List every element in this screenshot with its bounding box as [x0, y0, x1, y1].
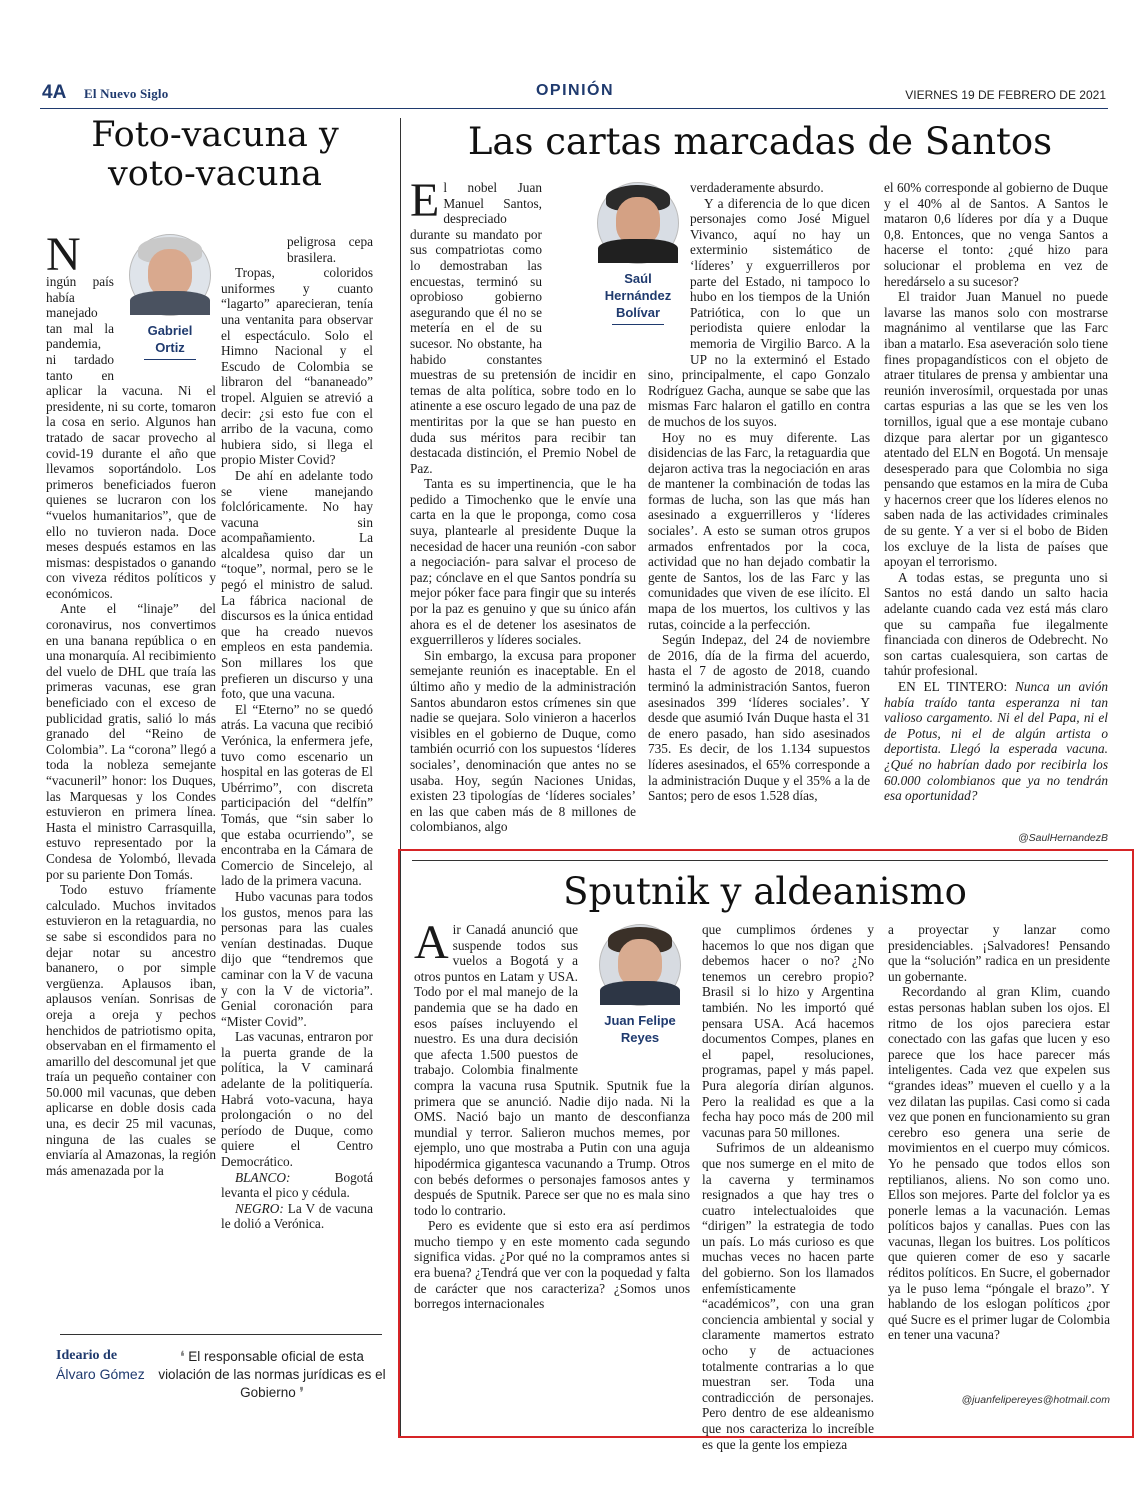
issue-date: VIERNES 19 DE FEBRERO DE 2021	[905, 88, 1106, 102]
author-last-name: Ortiz	[155, 340, 185, 355]
article2-column-3: el 60% corresponde al gobierno de Duque y el 40% al de Santos. A Santos le mataron 0,6 líderes por día y a Duque 0,8. Entonces, que no venga Santos a hacerse el tonto: ¿qué hizo para solucionar el problema en vez de heredárselo a su sucesor? El traidor Juan Manuel no puede lavarse las manos solo con mostrarse magnánimo al ventilarse que las Farc iban a matarlo. Esa aseveración solo tiene fines propagandísticos con el objeto de atraer titulares de prensa y ambientar una reunión inverosímil, orquestada por unas cartas espurias a las que se les ven los tornillos, igual que a ese montaje cubano dizque para alertar por un gigantesco atentado del ELN en Bogotá. Un mensaje desesperado para que Colombia no siga pensando que estamos en la mira de Cuba y hacernos creer que los líderes elenos no saben nada de las actividades criminales de su gente. Y a ver si el bobo de Biden los excluye de la lista de países que apoyan el terrorismo. A todas estas, se pregunta uno si Santos no está dando un salto hacia adelante cuando cada vez está más claro que su campaña fue ilegalmente financiada con dineros de Odebrecht. No son cartas cualesquiera, son cartas de tahúr profesional. EN EL TINTERO: Nunca un avión había traído tanta esperanza ni tan valioso cargamento. Ni el del Papa, ni el de Potus, ni el de algún artista o deportista. Llegó la esperada vacuna. ¿Qué no habrían dado por recibirla los 60.000 colombianos que ya no tendrán esa oportunidad?	[884, 180, 1109, 804]
article-title-cartas-marcadas: Las cartas marcadas de Santos	[467, 120, 1053, 163]
article-title-sputnik: Sputnik y aldeanismo	[563, 870, 967, 913]
article-title-foto-vacuna: Foto-vacuna y voto-vacuna	[91, 115, 339, 194]
author-email: @juanfelipereyes@hotmail.com	[961, 1394, 1110, 1406]
header-rule	[40, 108, 1108, 109]
blanco-label: BLANCO:	[235, 1169, 291, 1185]
negro-label: NEGRO:	[235, 1200, 284, 1216]
author-last-name: Bolívar	[615, 305, 661, 320]
article1-column-1: Gabriel Ortiz N ingún país había manejado tan mal la pandemia, ni tardado tanto en aplicar la vacuna. Ni el presidente, ni su corte, tomaron la cosa en serio. Algunos han tratado de sacar provecho al covid-19 durante el año que llevamos soportándolo. Los primeros beneficiados fueron quienes se lucraron con los “vuelos humanitarios”, que de ello no tuvieron nada. Doce meses después estamos en las mismas: despistados o ganando con viveza réditos políticos y económicos. Ante el “linaje” del coronavirus, nos convertimos en una banana república o en una monarquía. Al recibimiento del vuelo de DHL que traía las primeras vacunas, ese gran beneficiado con el exceso de publicidad gratis, salió lo más granado del “Reino de Colombia”. La “corona” llegó a toda la nobleza semejante “vacuneril” honor: los Duques, las Marquesas y los Condes estuvieron en primera línea. Hasta el ministro Carrasquilla, estuvo representado por la Condesa de Yolombó, llevada por su pariente Don Tomás. Todo estuvo fríamente calculado. Muchos invitados estuvieron en la retaguardia, no se sabe si escondidos para no dejar notar su ancestro bananero, o por simple vergüenza. Aplausos iban, aplausos venían. Sonrisas de oreja a oreja y pechos henchidos de patriotismo opita, observaban en el firmamento el amarillo del descomunal jet que traía un pequeño container con 50.000 mil vacunas, que deben aplicarse en doble dosis cada una, es decir 25 mil vacunas, ninguna de las cuales se enviaría al Amazonas, la región más amenazada por la	[46, 234, 216, 1329]
author-underline	[144, 359, 196, 360]
author-photo-gabriel-ortiz	[129, 234, 211, 316]
author-last-name: Reyes	[620, 1030, 660, 1045]
author-photo-box	[118, 234, 222, 372]
author-first-name: Gabriel	[147, 323, 193, 338]
author-handle: @SaulHernandezB	[1017, 832, 1108, 844]
ideario-name: Álvaro Gómez	[56, 1366, 145, 1382]
article3-column-1: Air Canadá anunció que suspende todos sus vuelos a Bogotá y a otros puntos en Latam y USA. Todo por el mal manejo de la pandemia que se ha dado en esos países incluyendo el nuestro. Es una dura decisión que afecta 1.500 puestos de trabajo. Colombia finalmente compra la vacuna rusa Sputnik. Sputnik fue la primera que se anunció. Nadie dijo nada. Ni la OMS. Nació bajo un manto de desconfianza mundial y terror. Salieron muchos memes, por ejemplo, uno que mostraba a Putin con una aguja hipodérmica gigantesca vacunando a Trump. Otros con bebés deformes o personajes famosos antes y después de Sputnik. Parece ser que no es mala sino todo lo contrario. Pero es evidente que si esto era así perdimos mucho tiempo y en este momento cada segundo significa vidas. ¿Por qué no la compramos antes si era buena? ¿Tendrá que ver con la poquedad y falta de carácter que nos caracteriza? ¿Somos unos borregos internacionales	[414, 922, 690, 1412]
open-quote-icon: ❛	[180, 1349, 189, 1364]
ideario-quote: ❛ El responsable oficial de esta violación de las normas jurídicas es el Gobierno ❜	[158, 1349, 386, 1400]
author-photo	[599, 924, 681, 1006]
ideario-title: Ideario de	[56, 1348, 118, 1363]
article2-column-1: El nobel Juan Manuel Santos, despreciado durante su mandato por sus compatriotas como lo demostraban las encuestas, terminó su oprobioso gobierno asegurando que él no se metería en el de su sucesor. No obstante, ha habido constantes muestras de su pretensión de incidir en temas de alta política, sobre todo en lo atinente a ese oscuro legado de una paz de mentiritas por la que se han puesto en duda sus méritos para recibir tan destacada distinción, el Premio Nobel de Paz. Tanta es su impertinencia, que le ha pedido a Timochenko que le envíe una carta en la que le proponga, como cosa suya, plantearle al presidente Duque la necesidad de hacer una reunión -con sabor a negociación- para salvar el proceso de paz; cónclave en el que Santos pondría su mejor póker face para fingir que su interés por la paz es genuino y que su único afán ahora es el de detener los asesinatos de exguerrilleros y líderes sociales. Sin embargo, la excusa para proponer semejante reunión es inaceptable. En el último año y medio de la administración Santos abundaron estos crímenes sin que nadie se quejara. Solo vinieron a hacerlos visibles en el gobierno de Duque, como también ocurrió con los supuestos ‘líderes sociales’, denominación que antes no se usaba. Hoy, según Naciones Unidas, existen 23 tipologías de ‘líderes sociales’ en las que caben más de 8 millones de colombianos, algo	[410, 180, 636, 840]
article3-top-rule	[412, 860, 1108, 861]
drop-cap: E	[410, 174, 440, 227]
tintero-label: EN EL TINTERO:	[898, 679, 1008, 694]
article3-column-3: a proyectar y lanzar como presidenciables. ¡Salvadores! Pensando que la “solución” radica en un presidente un gobernante. Recordando al gran Klim, cuando estas personas hablan suben los ojos. El ritmo de los ojos pareciera estar conectado con las gafas que lucen y eso parece que los hace parecer más inteligentes. Cada vez que expelen sus “grandes ideas” mueven el cuello y a la vez dilatan las pupilas. Casi como si cada vez que ponen en funcionamiento su gran cerebro eso genera una serie de movimientos en el cuerpo muy cómicos. Yo he pensado que todos ellos son reptilianos, aliens. No son como uno. Ellos son mejores. Parte del folclor ya es ponerle lemas a la vacunación. Lemas políticos bajos y canallas. Pues con las vacunas, llegan los buitres. Los políticos que quieren comer de eso y sacarle réditos políticos. En Sucre, el gobernador ya le puso lema “póngale el brazo”. Y hablando de los eslogan políticos ¿por qué Sucre es el primer lugar de Colombia en tener una vacuna?	[888, 922, 1110, 1343]
drop-cap: N	[46, 228, 81, 281]
close-quote-icon: ❜	[295, 1385, 304, 1400]
section-title: OPINIÓN	[535, 82, 615, 99]
article1-column-2: peligrosa cepa brasilera. Tropas, coloridos uniformes y cuanto “lagarto” aparecieran, tenía una ventanita para observar el espectáculo. Solo el Himno Nacional y el Escudo de Colombia se libraron del “bananeado” tropel. Alguien se atrevió a decir: ¿si esto fue con el arribo de la vacuna, como hubiera sido, si llega el propio Mister Covid? De ahí en adelante todo se viene manejando folclóricamente. No hay vacuna sin acompañamiento. La alcaldesa quiso dar un “toque”, normal, pero se le pegó el ministro de salud. La fábrica nacional de discursos es la única entidad que ha creado nuevos empleos en esta pandemia. Son millares los que prefieren un discurso y una foto, que una vacuna. El “Eterno” no se quedó atrás. La vacuna que recibió Verónica, la enfermera jefe, tuvo como escenario un hospital en las goteras de El Ubérrimo”, con discreta participación del “delfín” Tomás, que “sin saber lo que estaba ocurriendo”, se encontraba en la Cámara de Comercio de Sincelejo, al lado de la primera vacuna. Hubo vacunas para todos los gustos, menos para las personas para las cuales venían destinadas. Duque dijo que “tendremos que caminar con la V de vacuna y con la V de victoria”. Genial coronación para “Mister Covid”. Las vacunas, entraron por la puerta grande de la política, la V caminará adelante de la politiquería. Habrá voto-vacuna, haya prolongación o no del período de Duque, como quiere el Centro Democrático. BLANCO: Bogotá levanta el pico y cédula. NEGRO: La V de vacuna le dolió a Verónica.	[221, 234, 373, 1232]
ideario-rule	[60, 1334, 382, 1335]
author-photo-juan-felipe-reyes	[588, 924, 692, 1046]
author-first-name: Saúl	[624, 271, 652, 286]
article2-column-2: verdaderamente absurdo. Y a diferencia de lo que dicen personajes como José Miguel Vivanco, aquí no hay un exterminio sistemático de ‘líderes’ y exguerrilleros por parte del Estado, ni tampoco lo hubo en los tiempos de la Unión Patriótica, con lo que un periodista quiere enlodar la memoria de Virgilio Barco. A la UP no la exterminó el Estado sino, principalmente, el capo Gonzalo Rodríguez Gacha, aunque se sabe que las mismas Farc halaron el gatillo en contra de muchos de los suyos. Hoy no es muy diferente. Las disidencias de las Farc, la retaguardia que dejaron activa tras la negociación en aras de mantener la combinación de todas las formas de lucha, son las que más han asesinado a exguerrilleros y ‘líderes sociales’. A esto se suman otros grupos armados enfrentados por la coca, actividad que no han dejado combatir la gente de Santos, los de las Farc y las comunidades que viven de ese ilícito. El mapa de los muertos, los cultivos y las rutas, coincide a la perfección. Según Indepaz, del 24 de noviembre de 2016, día de la firma del acuerdo, hasta el 7 de agosto de 2018, cuando terminó la administración Santos, fueron asesinados 399 ‘líderes sociales’. Y desde que asumió Iván Duque hasta el 31 de enero pasado, han sido asesinados 735. Es decir, de los 1.134 supuestos líderes asesinados, el 65% corresponde a la administración Duque y el 35% a la de Santos; pero de esos 1.528 días,	[648, 180, 870, 804]
author-first-name: Juan Felipe	[604, 1013, 676, 1028]
author-mid-name: Hernández	[604, 288, 672, 303]
drop-cap: A	[414, 916, 449, 969]
newspaper-name: El Nuevo Siglo	[84, 86, 169, 101]
page-number: 4A	[42, 82, 67, 103]
article3-column-2: que cumplimos órdenes y hacemos lo que nos digan que debemos hacer o no? ¿No tenemos un cerebro propio? Brasil si lo hizo y Argentina también. No les importó qué pensara USA. Acá hacemos documentos Compes, planes en el papel, resoluciones, programas, papel y más papel. Pura alegoría dirían algunos. Pero la realidad es que a la fecha hay poco más de 200 mil vacunas para 50 millones. Sufrimos de un aldeanismo que nos sumerge en el mito de la caverna y terminamos resignados a que hay tres o cuatro intelectualoides que “dirigen” la estrategia de todo un país. Lo más curioso es que muchas veces no hacen parte del gobierno. Son los llamados enfemísticamente “académicos”, con una gran conciencia ambiental y social y claramente mamertos estrato ocho y de actuaciones totalmente contrarias a lo que muestran ser. Toda una contradicción de personajes. Pero dentro de ese aldeanismo que nos caracteriza lo increíble es que la gente los empieza	[702, 922, 874, 1452]
